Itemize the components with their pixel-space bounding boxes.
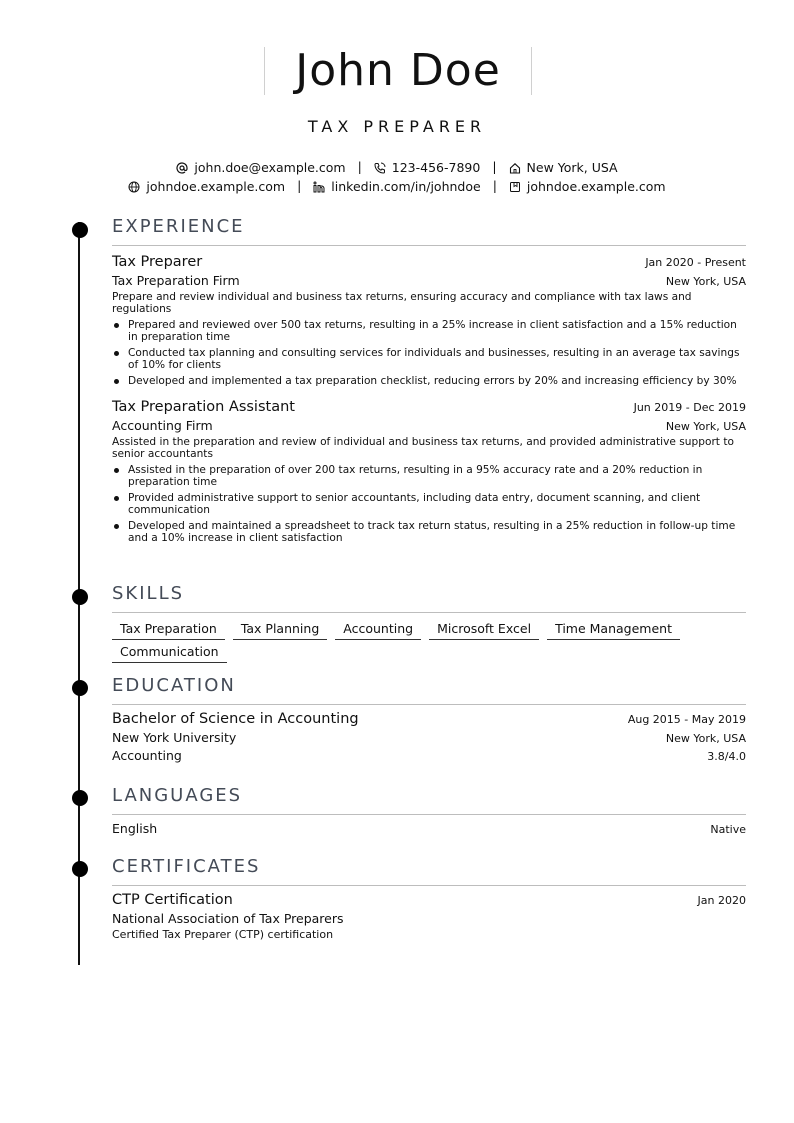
skill-tag: Tax Planning — [233, 621, 327, 640]
at-icon — [176, 162, 188, 174]
language-entry — [112, 821, 746, 836]
job-role: Tax Preparation Assistant — [112, 399, 295, 415]
location-text: New York, USA — [526, 160, 618, 175]
contact-email[interactable] — [176, 160, 345, 175]
achievement-item: Assisted in the preparation of over 200 tax returns, resulting in a 95% accuracy rate and a 20% reduction in preparation time — [112, 464, 746, 488]
portfolio-text: johndoe.example.com — [526, 179, 666, 194]
timeline-dot-experience — [72, 222, 88, 238]
contact-website[interactable] — [128, 179, 285, 194]
skill-list — [112, 621, 746, 663]
experience-section — [112, 216, 746, 548]
contact-phone[interactable] — [374, 160, 481, 175]
linkedin-text: linkedin.com/in/johndoe — [331, 179, 481, 194]
education-entry — [112, 711, 746, 763]
job-summary: Prepare and review individual and business tax returns, ensuring accuracy and compliance with tax laws and regulations — [112, 291, 692, 315]
achievement-item: Developed and implemented a tax preparation checklist, reducing errors by 20% and increasing efficiency by 30% — [112, 375, 746, 387]
certificate-entry — [112, 892, 746, 941]
achievement-item: Conducted tax planning and consulting services for individuals and businesses, resulting in an average tax savings of 10% for clients — [112, 347, 746, 371]
achievement-list — [112, 464, 746, 544]
home-icon — [509, 162, 521, 174]
achievement-item: Developed and maintained a spreadsheet to track tax return status, resulting in a 25% reduction in follow-up time and a 10% increase in client satisfaction — [112, 520, 746, 544]
experience-entry — [112, 254, 746, 387]
education-dates: Aug 2015 - May 2019 — [627, 713, 746, 726]
email-text: john.doe@example.com — [194, 160, 346, 175]
separator: | — [357, 159, 362, 174]
job-location: New York, USA — [665, 420, 746, 433]
section-divider — [112, 704, 746, 705]
section-divider — [112, 814, 746, 815]
company-name: Accounting Firm — [112, 418, 213, 433]
skill-tag: Tax Preparation — [112, 621, 225, 640]
education-section — [112, 675, 746, 763]
contact-linkedin[interactable] — [313, 179, 480, 194]
section-title: SKILLS — [112, 583, 185, 604]
job-dates: Jan 2020 - Present — [645, 256, 746, 269]
company-name: Tax Preparation Firm — [112, 273, 240, 288]
separator: | — [492, 159, 497, 174]
timeline-dot-education — [72, 680, 88, 696]
field-of-study: Accounting — [112, 748, 182, 763]
certificate-issuer: National Association of Tax Preparers — [112, 911, 344, 926]
achievement-list — [112, 319, 746, 387]
phone-icon — [374, 162, 386, 174]
language-level: Native — [710, 823, 746, 836]
experience-entry — [112, 399, 746, 544]
job-title: TAX PREPARER — [307, 117, 487, 136]
section-divider — [112, 245, 746, 246]
phone-text: 123-456-7890 — [391, 160, 481, 175]
separator: | — [492, 178, 497, 193]
gpa-value: 3.8/4.0 — [707, 750, 746, 763]
certificate-name: CTP Certification — [112, 892, 233, 908]
website-text: johndoe.example.com — [146, 179, 286, 194]
globe-icon — [128, 181, 140, 193]
certificate-date: Jan 2020 — [697, 894, 746, 907]
skills-section — [112, 583, 746, 663]
candidate-name: John Doe — [295, 45, 501, 96]
contact-row-1 — [0, 159, 794, 175]
separator: | — [297, 178, 302, 193]
section-divider — [112, 612, 746, 613]
job-location: New York, USA — [665, 275, 746, 288]
job-dates: Jun 2019 - Dec 2019 — [633, 401, 746, 414]
skill-tag: Accounting — [335, 621, 421, 640]
certificates-section — [112, 856, 746, 941]
job-summary: Assisted in the preparation and review of individual and business tax returns, and provided administrative support to senior accountants — [112, 436, 734, 460]
languages-section — [112, 785, 746, 836]
degree-name: Bachelor of Science in Accounting — [112, 711, 359, 727]
contact-portfolio[interactable] — [509, 179, 666, 194]
job-role: Tax Preparer — [112, 254, 203, 270]
contact-location — [509, 160, 618, 175]
school-location: New York, USA — [665, 732, 746, 745]
language-name: English — [112, 821, 158, 836]
section-divider — [112, 885, 746, 886]
section-title: EXPERIENCE — [112, 216, 245, 237]
skill-tag: Time Management — [547, 621, 680, 640]
skill-tag: Communication — [112, 644, 227, 663]
timeline-dot-certificates — [72, 861, 88, 877]
section-title: EDUCATION — [112, 675, 236, 696]
timeline-dot-skills — [72, 589, 88, 605]
section-title: CERTIFICATES — [112, 856, 261, 877]
name-block — [264, 47, 532, 95]
portfolio-icon — [509, 181, 521, 193]
contact-row-2 — [0, 178, 794, 194]
section-title: LANGUAGES — [112, 785, 243, 806]
certificate-description: Certified Tax Preparer (CTP) certification — [112, 928, 334, 941]
achievement-item: Provided administrative support to senior accountants, including data entry, document scanning, and client communication — [112, 492, 746, 516]
linkedin-icon — [313, 181, 325, 193]
timeline-dot-languages — [72, 790, 88, 806]
achievement-item: Prepared and reviewed over 500 tax returns, resulting in a 25% increase in client satisfaction and a 15% reduction in preparation time — [112, 319, 746, 343]
school-name: New York University — [112, 730, 237, 745]
skill-tag: Microsoft Excel — [429, 621, 539, 640]
